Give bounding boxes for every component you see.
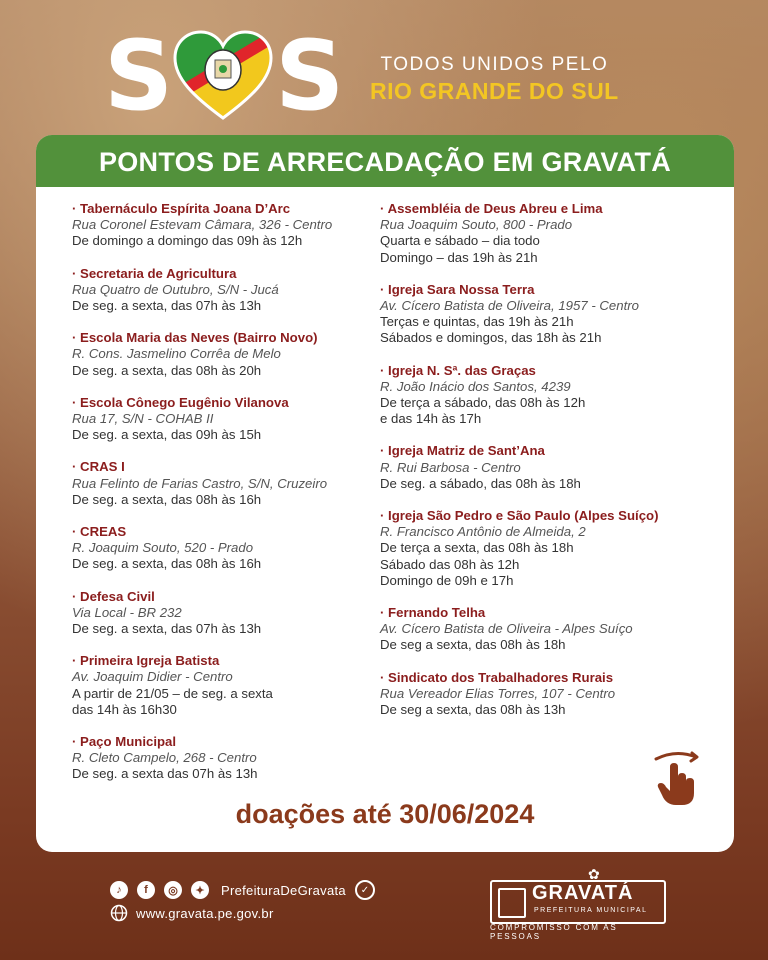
- entry-hours: De seg. a sexta, das 07h às 13h: [72, 621, 262, 637]
- sos-letter-right: S: [275, 20, 343, 132]
- header: [0, 0, 768, 135]
- website-link[interactable]: www.gravata.pe.gov.br: [136, 905, 274, 921]
- rio-grande-do-sul-heart-icon: [173, 30, 273, 122]
- entry-hours: De seg. a sexta, das 08h às 20h: [72, 362, 262, 378]
- entry-name: · Escola Maria das Neves (Bairro Novo): [72, 330, 318, 346]
- entry-address: Av. Cícero Batista de Oliveira, 1957 - Centro: [380, 298, 639, 314]
- list-item: [380, 443, 700, 492]
- tagline: [370, 54, 619, 105]
- swipe-hand-icon: [652, 747, 704, 807]
- logo-subtitle: PREFEITURA MUNICIPAL: [534, 907, 648, 914]
- entry-address: Av. Cícero Batista de Oliveira - Alpes Suíço: [380, 621, 633, 637]
- left-column: [72, 201, 392, 799]
- right-column: [380, 201, 700, 734]
- website: [110, 904, 274, 922]
- list-item: [72, 734, 392, 783]
- entry-hours: Sábados e domingos, das 18h às 21h: [380, 330, 602, 346]
- list-item: [380, 201, 700, 266]
- entry-hours: e das 14h às 17h: [380, 411, 482, 427]
- crest-icon: [498, 888, 526, 918]
- social-handle: PrefeituraDeGravata: [221, 882, 346, 898]
- sos-letter-left: S: [104, 20, 172, 132]
- entry-address: R. Joaquim Souto, 520 - Prado: [72, 540, 254, 556]
- entry-hours: De seg. a sexta, das 08h às 16h: [72, 491, 262, 507]
- list-item: [380, 605, 700, 654]
- entry-hours: De seg. a sexta, das 08h às 16h: [72, 556, 262, 572]
- entry-address: Rua 17, S/N - COHAB II: [72, 411, 214, 427]
- entry-hours: De domingo a domingo das 09h às 12h: [72, 233, 303, 249]
- list-item: [72, 201, 392, 250]
- sos-logo: [104, 20, 343, 132]
- entry-name: · Assembléia de Deus Abreu e Lima: [380, 201, 603, 216]
- entry-address: Rua Felinto de Farias Castro, S/N, Cruzeiro: [72, 475, 328, 491]
- twitter-icon[interactable]: ✦: [191, 881, 209, 899]
- entry-hours: De seg. a sábado, das 08h às 18h: [380, 475, 581, 491]
- donations-deadline: doações até 30/06/2024: [235, 799, 535, 829]
- list-item: [72, 395, 392, 444]
- entry-address: Via Local - BR 232: [72, 604, 182, 620]
- entry-hours: De seg. a sexta, das 09h às 15h: [72, 427, 262, 443]
- list-item: [72, 589, 392, 638]
- entry-hours: De terça a sexta, das 08h às 18h: [380, 540, 574, 556]
- entry-name: · Igreja São Pedro e São Paulo (Alpes Suíço): [380, 508, 659, 524]
- entry-name: · Tabernáculo Espírita Joana D’Arc: [72, 201, 291, 216]
- entry-address: Rua Quatro de Outubro, S/N - Jucá: [72, 281, 279, 297]
- entry-hours: A partir de 21/05 – de seg. a sexta: [72, 685, 273, 701]
- logo-name: GRAVATÁ: [532, 882, 634, 904]
- list-item: [380, 670, 700, 719]
- entry-address: R. Cleto Campelo, 268 - Centro: [72, 750, 257, 766]
- entry-address: Rua Vereador Elias Torres, 107 - Centro: [380, 685, 616, 701]
- list-item: [72, 266, 392, 315]
- entry-name: · Fernando Telha: [380, 605, 486, 621]
- entry-hours: De seg. a sexta das 07h às 13h: [72, 766, 258, 782]
- entry-name: · Sindicato dos Trabalhadores Rurais: [380, 669, 614, 685]
- entry-address: Rua Joaquim Souto, 800 - Prado: [380, 217, 573, 233]
- entry-hours: De seg. a sexta, das 07h às 13h: [72, 298, 262, 314]
- card-title: PONTOS DE ARRECADAÇÃO EM GRAVATÁ: [36, 135, 734, 187]
- instagram-icon[interactable]: ◎: [164, 881, 182, 899]
- entry-hours: das 14h às 16h30: [72, 701, 177, 717]
- entry-hours: Terças e quintas, das 19h às 21h: [380, 314, 574, 330]
- entry-address: Rua Coronel Estevam Câmara, 326 - Centro: [72, 217, 333, 233]
- entry-name: · CRAS I: [72, 459, 125, 475]
- logo-motto: COMPROMISSO COM AS PESSOAS: [490, 923, 618, 941]
- tiktok-icon[interactable]: ♪: [110, 881, 128, 899]
- list-item: [72, 653, 392, 718]
- verified-icon: ✓: [355, 880, 375, 900]
- list-item: [380, 282, 700, 347]
- list-item: [72, 459, 392, 508]
- entry-hours: De seg a sexta, das 08h às 13h: [380, 702, 566, 718]
- entry-hours: Sábado das 08h às 12h: [380, 556, 520, 572]
- entry-name: · CREAS: [72, 524, 127, 540]
- tagline-top: TODOS UNIDOS PELO: [380, 54, 609, 75]
- tagline-bottom: RIO GRANDE DO SUL: [370, 78, 619, 104]
- list-item: [380, 363, 700, 428]
- entry-name: · Igreja Sara Nossa Terra: [380, 281, 535, 297]
- entry-name: · Escola Cônego Eugênio Vilanova: [72, 394, 289, 410]
- facebook-icon[interactable]: f: [137, 881, 155, 899]
- list-item: [72, 330, 392, 379]
- entry-name: · Paço Municipal: [72, 734, 177, 750]
- list-item: [380, 508, 700, 589]
- prefeitura-logo: [488, 866, 668, 941]
- entry-name: · Igreja Matriz de Sant’Ana: [380, 443, 545, 459]
- entry-hours: De seg a sexta, das 08h às 18h: [380, 637, 566, 653]
- entry-name: · Defesa Civil: [72, 588, 155, 604]
- entry-name: · Secretaria de Agricultura: [72, 265, 237, 281]
- entry-hours: Quarta e sábado – dia todo: [380, 233, 540, 249]
- entry-address: R. Cons. Jasmelino Corrêa de Melo: [72, 346, 281, 362]
- entry-name: · Primeira Igreja Batista: [72, 653, 220, 669]
- collection-points-card: [36, 135, 734, 852]
- entry-hours: De terça a sábado, das 08h às 12h: [380, 395, 586, 411]
- entry-address: R. Francisco Antônio de Almeida, 2: [380, 524, 586, 540]
- entry-name: · Igreja N. Sª. das Graças: [380, 362, 536, 378]
- list-item: [72, 524, 392, 573]
- entry-address: R. Rui Barbosa - Centro: [380, 459, 521, 475]
- entry-address: R. João Inácio dos Santos, 4239: [380, 378, 571, 394]
- globe-icon: [110, 904, 128, 922]
- entry-hours: Domingo de 09h e 17h: [380, 572, 514, 588]
- flower-icon: ✿: [588, 866, 600, 882]
- entry-address: Av. Joaquim Didier - Centro: [72, 669, 233, 685]
- entry-hours: Domingo – das 19h às 21h: [380, 249, 538, 265]
- social-links: [110, 880, 375, 900]
